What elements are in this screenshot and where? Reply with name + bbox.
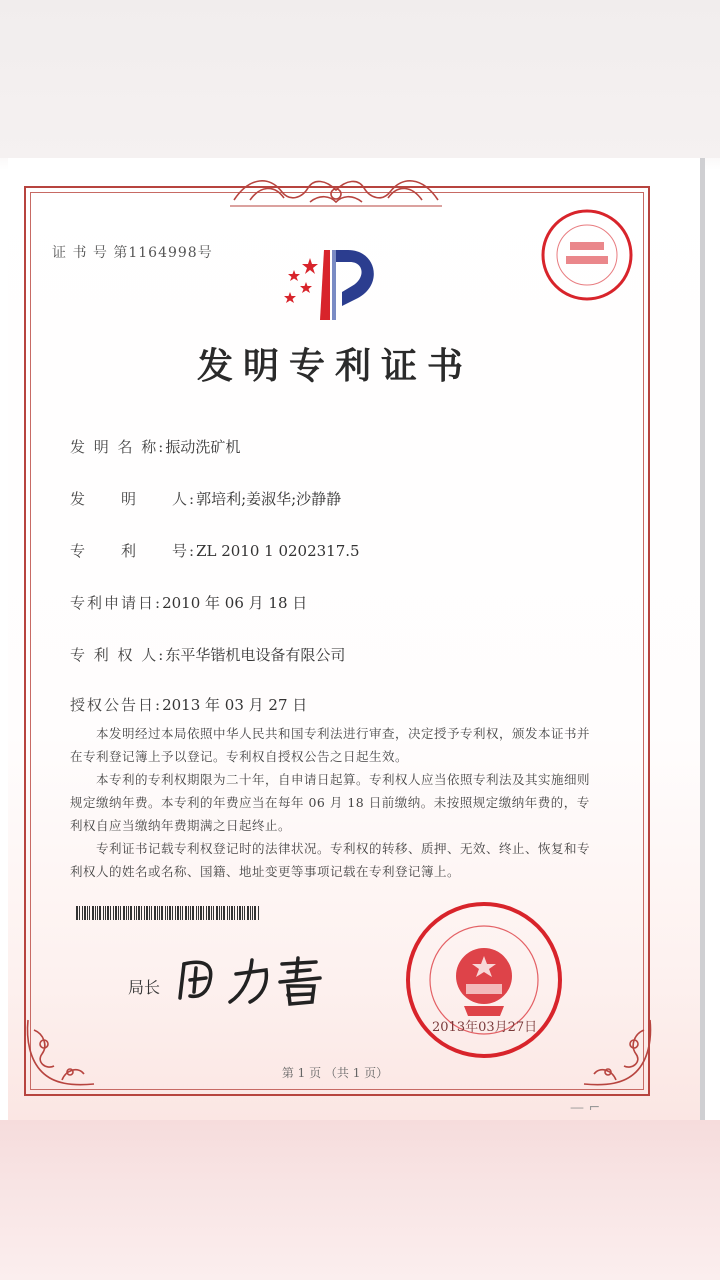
field-value: 2010 年 06 月 18 日 <box>162 594 308 612</box>
certificate-title: 发明专利证书 <box>196 345 473 387</box>
field-invention-name <box>70 436 240 457</box>
body-paragraph: 专利证书记载专利权登记时的法律状况。专利权的转移、质押、无效、终止、恢复和专利权人的姓名或名称、国籍、地址变更等事项记载在专利登记簿上。 <box>70 841 591 879</box>
field-label: 发 明 人: <box>70 490 197 508</box>
top-ornament <box>230 172 442 208</box>
body-paragraph: 本专利的专利权期限为二十年，自申请日起算。专利权人应当依照专利法及其实施细则规定缴纳年费。本专利的年费应当在每年 06 月 18 日前缴纳。未按照规定缴纳年费的，专利权自应当缴纳年费期满之日起终止。 <box>70 772 591 833</box>
body-paragraph: 本发明经过本局依照中华人民共和国专利法进行审查，决定授予专利权，颁发本证书并在专利登记簿上予以登记。专利权自授权公告之日起生效。 <box>70 726 591 764</box>
pen-mark: — ⌐ <box>570 1100 601 1116</box>
field-inventors <box>70 488 341 509</box>
field-grant-date <box>70 694 307 715</box>
field-patentee <box>70 644 345 665</box>
field-application-date <box>70 592 307 613</box>
barcode-icon <box>76 906 260 920</box>
field-patent-number <box>70 540 360 561</box>
page-number: 第 1 页 （共 1 页） <box>281 1066 389 1080</box>
top-blur-band <box>0 0 720 158</box>
patent-office-logo-icon <box>280 240 390 322</box>
field-value: 振动洗矿机 <box>165 438 241 456</box>
bottom-blur-band <box>0 1120 720 1280</box>
seal-small-icon <box>540 208 634 302</box>
field-label: 专 利 号: <box>70 542 197 560</box>
field-label: 授权公告日: <box>70 696 163 714</box>
field-value: 东平华锴机电设备有限公司 <box>165 646 346 664</box>
paper-edge <box>700 158 705 1120</box>
field-label: 专利申请日: <box>70 594 163 612</box>
field-value: ZL 2010 1 0202317.5 <box>196 542 360 560</box>
field-value: 2013 年 03 月 27 日 <box>162 696 308 714</box>
director-label: 局长 <box>128 978 161 997</box>
seal-date: 2013年03月27日 <box>432 1020 538 1035</box>
field-value: 郭培利;姜淑华;沙静静 <box>196 490 342 508</box>
director-signature <box>170 950 330 1010</box>
national-seal-icon <box>404 900 564 1060</box>
certificate-body <box>70 722 600 883</box>
certificate-number: 证 书 号 第1164998号 <box>52 245 213 261</box>
field-label: 专 利 权 人: <box>70 646 166 664</box>
field-label: 发 明 名 称: <box>70 438 166 456</box>
